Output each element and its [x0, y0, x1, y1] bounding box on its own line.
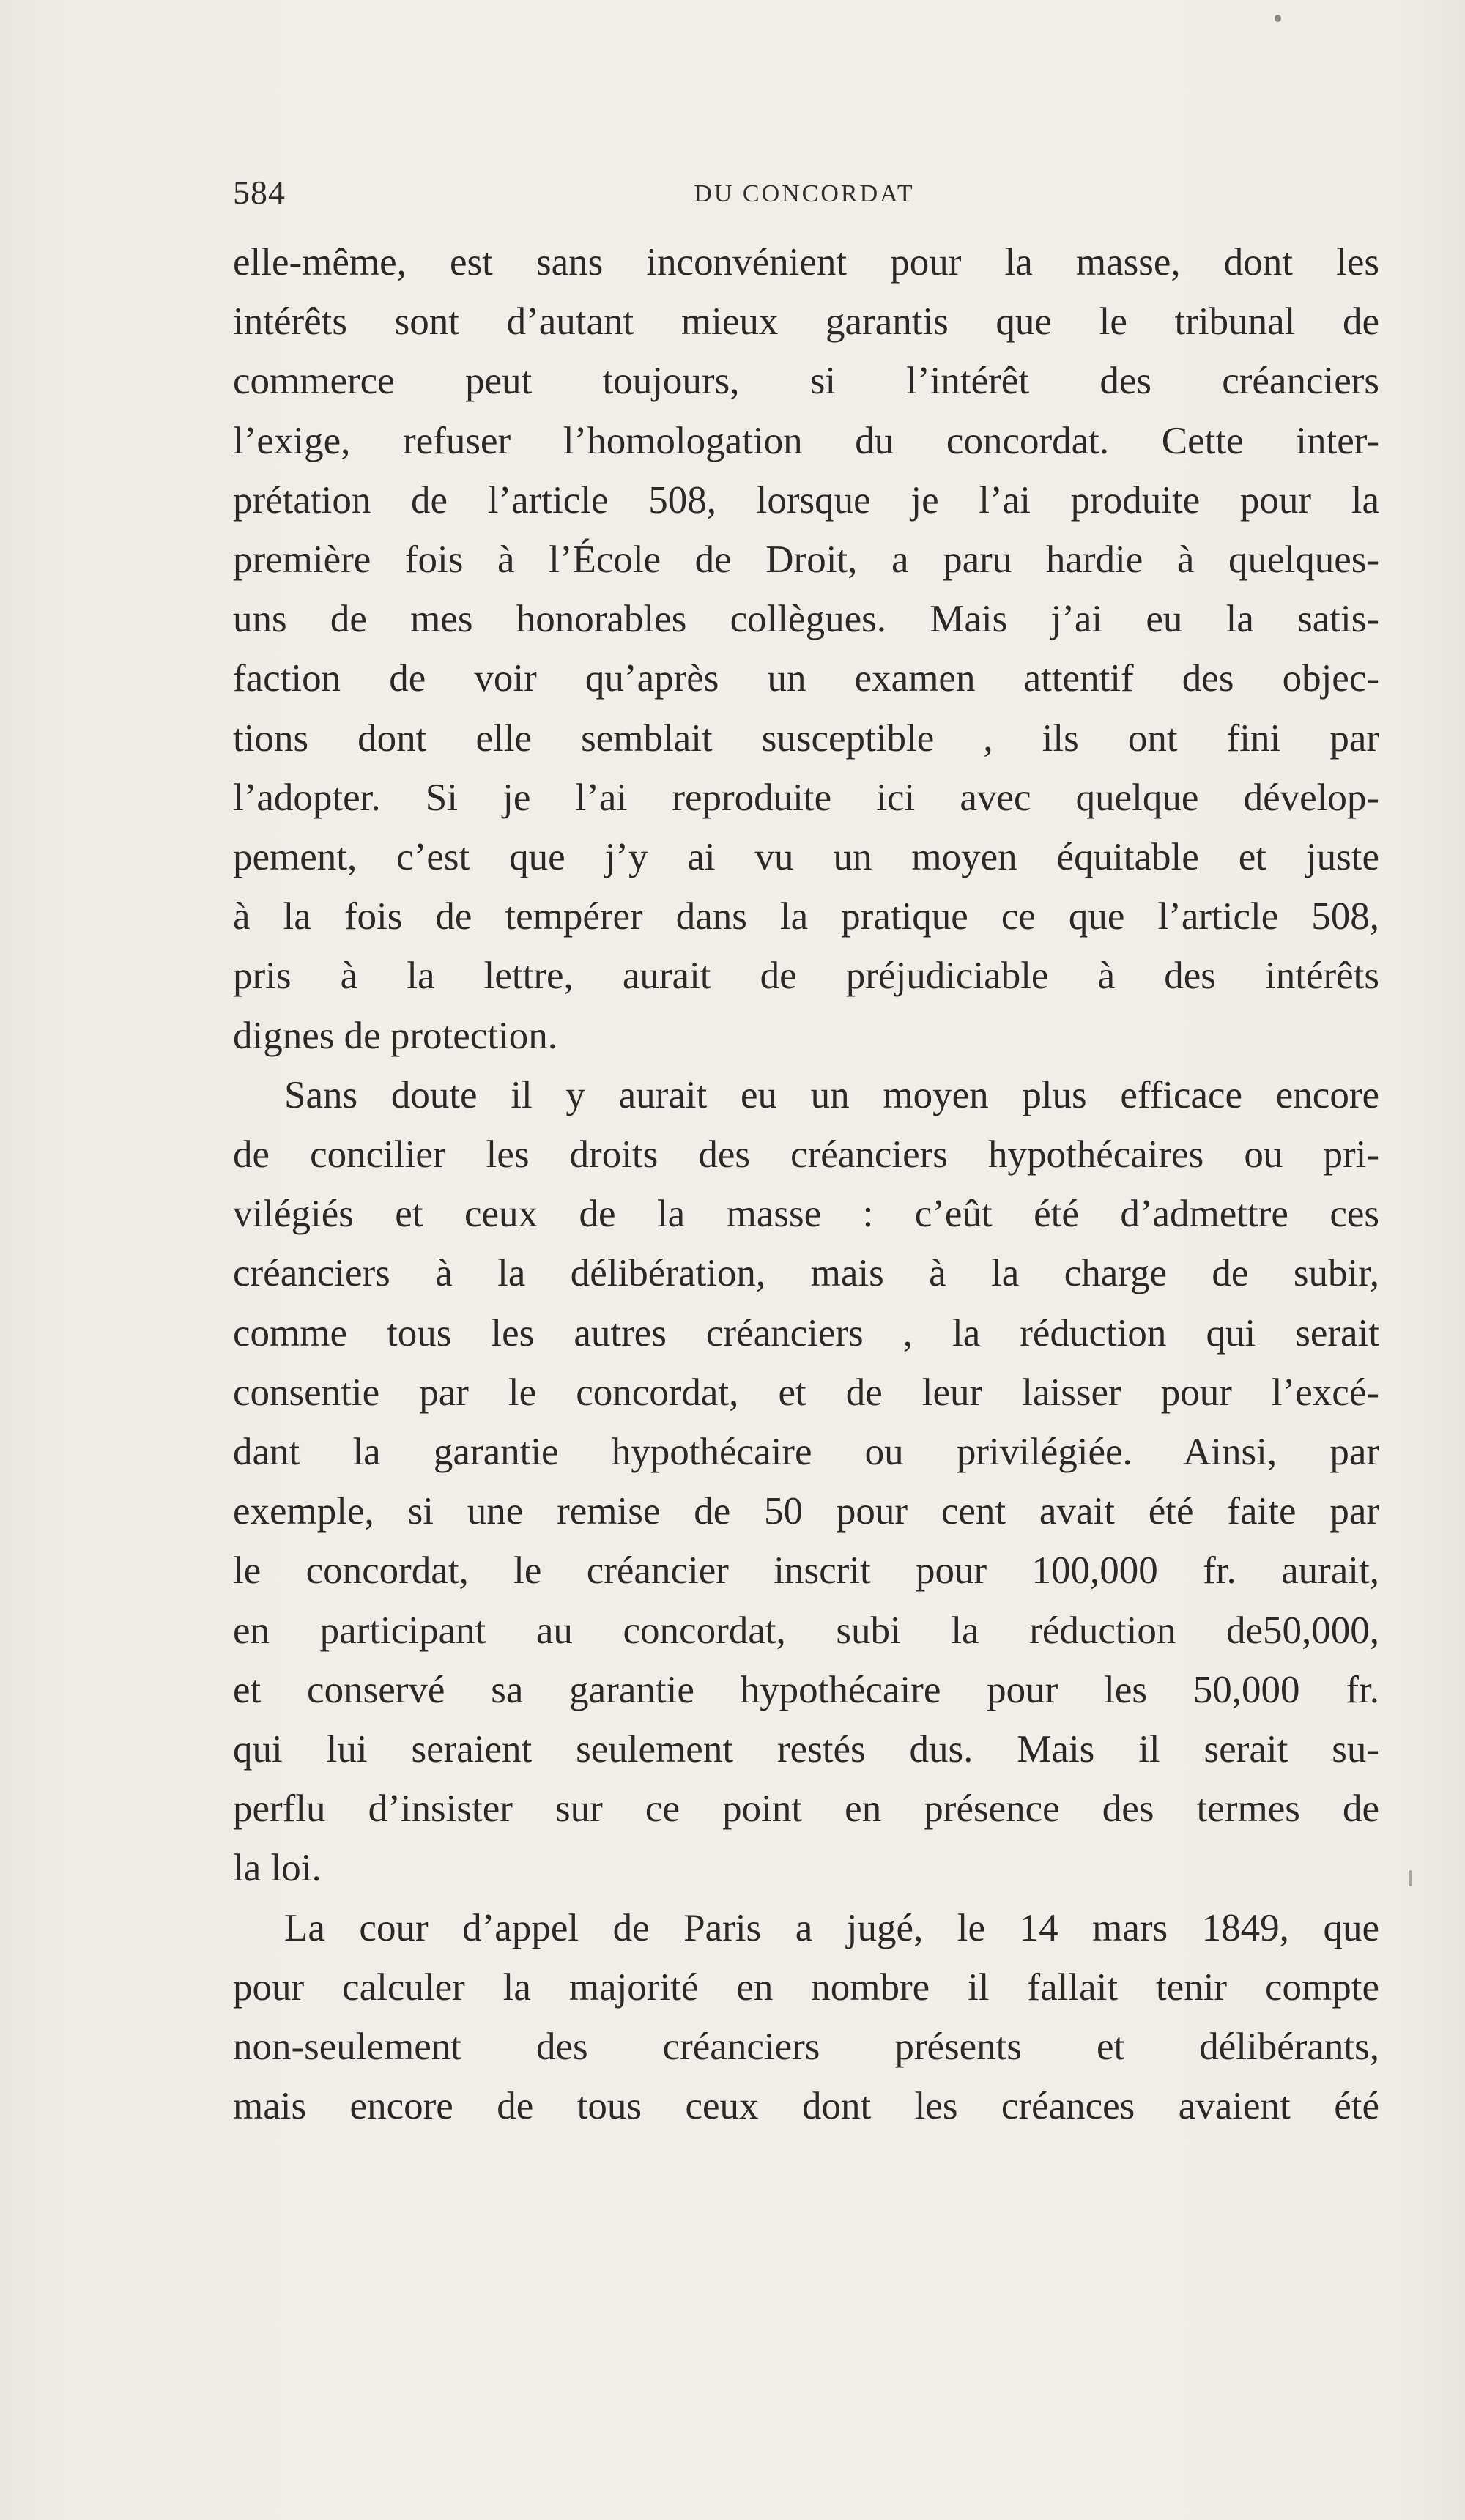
- paragraph-1: [233, 233, 1379, 1066]
- text-line: uns de mes honorables collègues. Mais j’ai eu la satis-: [233, 598, 1379, 641]
- paper-speck: [1275, 15, 1281, 22]
- text-line: mais encore de tous ceux dont les créances avaient été: [233, 2085, 1379, 2128]
- text-line: prétation de l’article 508, lorsque je l’ai produite pour la: [233, 478, 1379, 522]
- text-line: non-seulement des créanciers présents et délibérants,: [233, 2026, 1379, 2069]
- text-line: Sans doute il y aurait eu un moyen plus efficace encore: [284, 1073, 1379, 1116]
- paragraph-3: [233, 1899, 1379, 2137]
- text-line: qui lui seraient seulement restés dus. Mais il serait su-: [233, 1728, 1379, 1771]
- text-line: perflu d’insister sur ce point en présence des termes de: [233, 1787, 1379, 1831]
- text-line: comme tous les autres créanciers , la réduction qui serait: [233, 1311, 1379, 1354]
- paragraph-2: [233, 1066, 1379, 1899]
- text-line: et conservé sa garantie hypothécaire pour les 50,000 fr.: [233, 1668, 1379, 1711]
- text-line: le concordat, le créancier inscrit pour 100,000 fr. aurait,: [233, 1549, 1379, 1593]
- text-line: commerce peut toujours, si l’intérêt des créanciers: [233, 360, 1379, 403]
- text-line: exemple, si une remise de 50 pour cent avait été faite par: [233, 1490, 1379, 1533]
- text-line: de concilier les droits des créanciers hypothécaires ou pri-: [233, 1133, 1379, 1176]
- text-line: dignes de protection.: [233, 1014, 558, 1057]
- text-line: l’exige, refuser l’homologation du concordat. Cette inter-: [233, 419, 1379, 462]
- text-line: tions dont elle semblait susceptible , ils ont fini par: [233, 716, 1379, 760]
- running-title: DU CONCORDAT: [694, 180, 915, 207]
- text-line: intérêts sont d’autant mieux garantis que le tribunal de: [233, 300, 1379, 344]
- text-line: pour calculer la majorité en nombre il fallait tenir compte: [233, 1965, 1379, 2009]
- page-header: [233, 173, 1376, 217]
- text-line: l’adopter. Si je l’ai reproduite ici avec quelque dévelop-: [233, 776, 1379, 819]
- text-line: pris à la lettre, aurait de préjudiciable à des intérêts: [233, 955, 1379, 998]
- text-line: pement, c’est que j’y ai vu un moyen équitable et juste: [233, 836, 1379, 879]
- text-line: à la fois de tempérer dans la pratique ce que l’article 508,: [233, 895, 1379, 938]
- text-line: vilégiés et ceux de la masse : c’eût été d’admettre ces: [233, 1193, 1379, 1236]
- text-line: la loi.: [233, 1847, 322, 1890]
- paper-speck: [1409, 1870, 1412, 1886]
- text-line: première fois à l’École de Droit, a paru hardie à quelques-: [233, 538, 1379, 582]
- text-line: consentie par le concordat, et de leur laisser pour l’excé-: [233, 1371, 1379, 1414]
- text-line: créanciers à la délibération, mais à la charge de subir,: [233, 1252, 1379, 1295]
- text-line: faction de voir qu’après un examen attentif des objec-: [233, 657, 1379, 700]
- text-line: dant la garantie hypothécaire ou privilégiée. Ainsi, par: [233, 1431, 1379, 1474]
- page-number: 584: [233, 174, 286, 211]
- body-text: [233, 233, 1379, 2137]
- text-line: La cour d’appel de Paris a jugé, le 14 mars 1849, que: [284, 1906, 1379, 1949]
- text-line: en participant au concordat, subi la réduction de50,000,: [233, 1609, 1379, 1652]
- text-line: elle-même, est sans inconvénient pour la masse, dont les: [233, 241, 1379, 284]
